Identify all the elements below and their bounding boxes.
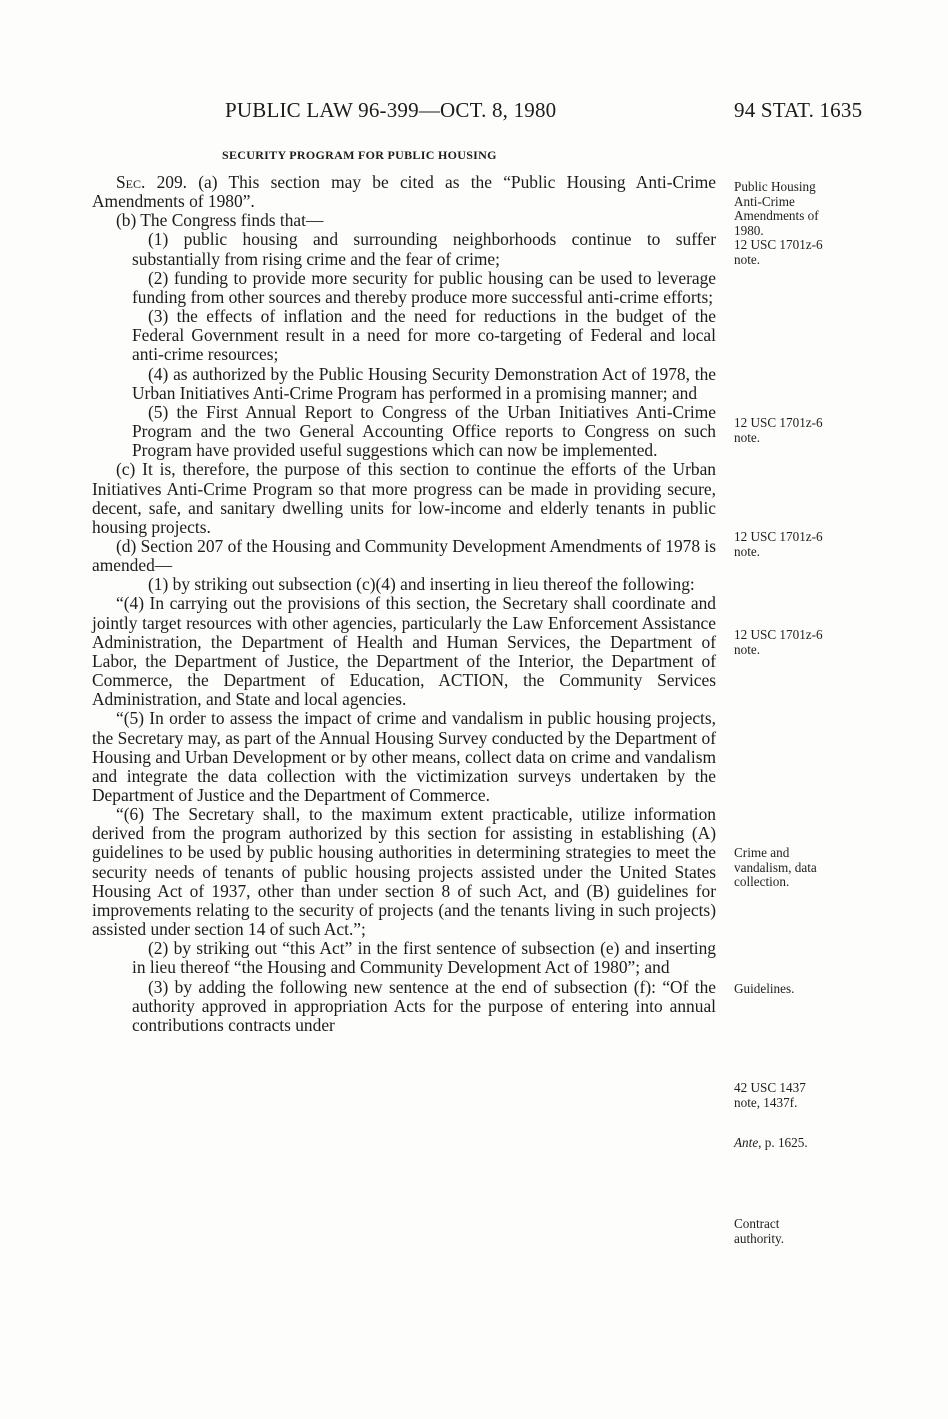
finding-5: (5) the First Annual Report to Congress of the Urban Initiatives Anti-Crime Program and the two General Accounting Office reports to Congress on such Program have provided useful suggestions which can now be implemented.: [132, 401, 716, 461]
margin-note-line: note.: [734, 429, 761, 445]
margin-note-line: authority.: [734, 1230, 785, 1246]
margin-note-line: 12 USC 1701z-6: [734, 237, 823, 253]
quoted-paragraph-6: “(6) The Secretary shall, to the maximum extent practicable, utilize information derived from the program authorized by this section for assisting in establishing (A) guidelines to be used by public housing authorities in determining strategies to meet the security needs of tenants of public housing projects assisted under the United States Housing Act of 1937, other than under section 8 of such Act, and (B) guidelines for improvements relating to the security of projects (and the tenants living in such projects) assisted under section 14 of such Act.”;: [92, 804, 716, 940]
quoted-paragraph-4: “(4) In carrying out the provisions of this section, the Secretary shall coordinate and jointly target resources with other agencies, particularly the Law Enforcement Assistance Administration, the Department of Health and Human Services, the Department of Labor, the Department of Justice, the Department of the Interior, the Department of Commerce, the Department of Education, ACTION, the Community Services Administration, and State and local agencies.: [92, 593, 716, 710]
paragraph-d: (d) Section 207 of the Housing and Community Development Amendments of 1978 is amended—: [92, 535, 716, 576]
finding-1: (1) public housing and surrounding neighborhoods continue to suffer substantially from rising crime and the fear of crime;: [132, 229, 716, 269]
margin-note-line: Amendments of: [734, 208, 819, 224]
margin-note-citation: [734, 628, 884, 657]
margin-note-line: 1980.: [734, 222, 764, 238]
quoted-paragraph-5: “(5) In order to assess the impact of crime and vandalism in public housing projects, the Secretary may, as part of the Annual Housing Survey conducted by the Department of Housing and Urban Development or by other means, collect data on crime and vandalism and integrate the data collection with the victimization surveys undertaken by the Department of Justice and the Department of Commerce.: [92, 708, 716, 805]
margin-note-line: Crime and: [734, 845, 790, 860]
finding-4: (4) as authorized by the Public Housing Security Demonstration Act of 1978, the Urban Initiatives Anti-Crime Program has performed in a promising manner; and: [132, 363, 716, 403]
sec-label: Sec.: [116, 172, 146, 192]
margin-note-line: note.: [734, 251, 761, 267]
body-text: [92, 173, 716, 1035]
margin-note-line: 12 USC 1701z-6: [734, 627, 823, 642]
margin-note-line: 12 USC 1701z-6: [734, 529, 823, 544]
margin-note-short-title: [734, 180, 884, 268]
margin-note-line: 12 USC 1701z-6: [734, 415, 823, 430]
paragraph-b: (b) The Congress finds that—: [116, 210, 324, 231]
margin-note-line: Anti-Crime: [734, 193, 795, 209]
running-header-title: PUBLIC LAW 96-399—OCT. 8, 1980: [225, 98, 557, 122]
finding-2: (2) funding to provide more security for public housing can be used to leverage funding from other sources and thereby produce more successful anti-crime efforts;: [132, 267, 716, 307]
margin-note-crime-data: [734, 846, 884, 890]
finding-3: (3) the effects of inflation and the need for reductions in the budget of the Federal Government result in a need for more co-targeting of Federal and local anti-crime resources;: [132, 306, 716, 365]
margin-note-line: collection.: [734, 874, 790, 890]
margin-note-citation: [734, 530, 884, 559]
ante-label: Ante,: [734, 1135, 762, 1150]
margin-note-citation: [734, 1081, 884, 1110]
margin-note-contract-authority: [734, 1217, 884, 1246]
margin-note-line: note.: [734, 641, 761, 657]
amendment-2: (2) by striking out “this Act” in the first sentence of subsection (e) and inserting in lieu thereof “the Housing and Community Development Act of 1980”; and: [132, 938, 716, 978]
margin-note-ante: [734, 1136, 884, 1151]
amendment-3: (3) by adding the following new sentence at the end of subsection (f): “Of the authority approved in appropriation Acts for the purpose of entering into annual contributions contracts under: [132, 976, 716, 1035]
margin-note-line: vandalism, data: [734, 859, 817, 875]
margin-note-line: Public Housing: [734, 179, 816, 194]
margin-note-line: Contract: [734, 1216, 780, 1231]
paragraph-sec-209-a: [92, 173, 716, 211]
margin-note-line: note, 1437f.: [734, 1094, 798, 1110]
running-header-page-number: 94 STAT. 1635: [734, 98, 863, 122]
margin-note-citation: [734, 416, 884, 445]
margin-note-line: 42 USC 1437: [734, 1080, 806, 1095]
paragraph-c: (c) It is, therefore, the purpose of this section to continue the efforts of the Urban Initiatives Anti-Crime Program so that more progress can be made in providing secure, decent, safe, and sanitary dwelling units for low-income and elderly tenants in public housing projects.: [92, 459, 716, 537]
ante-page: p. 1625.: [761, 1135, 808, 1150]
paragraph-text: 209. (a) This section may be cited as the “Public Housing Anti-Crime Amendments of 1980”.: [92, 172, 716, 212]
amendment-1: (1) by striking out subsection (c)(4) and inserting in lieu thereof the following:: [148, 574, 695, 595]
section-heading: SECURITY PROGRAM FOR PUBLIC HOUSING: [222, 148, 497, 162]
margin-note-guidelines: Guidelines.: [734, 981, 795, 996]
margin-note-line: note.: [734, 543, 761, 559]
